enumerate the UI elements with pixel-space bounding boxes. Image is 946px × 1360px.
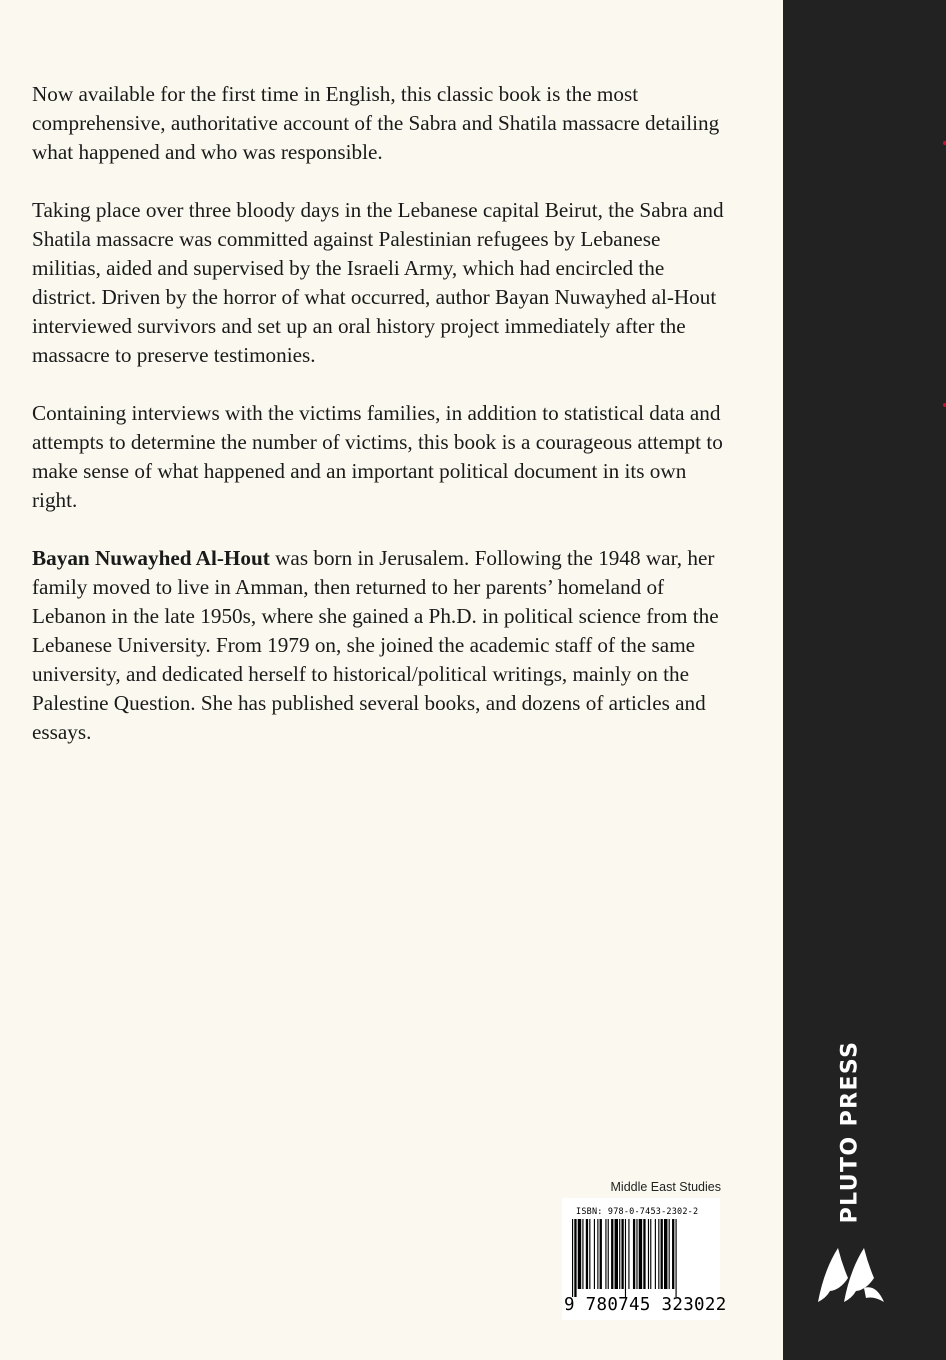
- blurb-paragraph-3: Containing interviews with the victims families, in addition to statistical data and attempts to determine the number of victims, this book is a courageous attempt to make sense of what happened and an important political document in its own right.: [32, 401, 723, 512]
- blurb-text: [32, 80, 732, 776]
- spine-bar: [783, 0, 946, 1360]
- isbn-label: ISBN: 978-0-7453-2302-2: [576, 1207, 699, 1217]
- blurb-paragraph-2: Taking place over three bloody days in the Lebanese capital Beirut, the Sabra and Shatila massacre was committed against Palestinian refugees by Lebanese militias, aided and supervised by the Israeli Army, which had encircled the district. Driven by the horror of what occurred, author Bayan Nuwayhed al-Hout interviewed survivors and set up an oral history project immediately after the massacre to preserve testimonies.: [32, 198, 724, 367]
- isbn-barcode: [562, 1198, 727, 1320]
- publisher-name: PLUTO PRESS: [837, 1040, 863, 1224]
- isbn-digits: 9 780745 323022: [564, 1295, 727, 1315]
- author-bio-text: was born in Jerusalem. Following the 1948 war, her family moved to live in Amman, then returned to her parents’ homeland of Lebanon in the late 1950s, where she gained a Ph.D. in political science from the Lebanese University. From 1979 on, she joined the academic staff of the same university, and dedicated herself to historical/political writings, mainly on the Palestine Question. She has published several books, and dozens of articles and essays.: [32, 546, 719, 744]
- author-bio: [32, 544, 732, 747]
- barcode-bars: [568, 1219, 716, 1297]
- author-name: Bayan Nuwayhed Al-Hout: [32, 546, 270, 570]
- pluto-press-logo-icon: [816, 1244, 886, 1308]
- category-label: Middle East Studies: [610, 1180, 721, 1194]
- blurb-paragraph-1: Now available for the first time in English, this classic book is the most comprehensive, authoritative account of the Sabra and Shatila massacre detailing what happened and who was responsible.: [32, 82, 720, 164]
